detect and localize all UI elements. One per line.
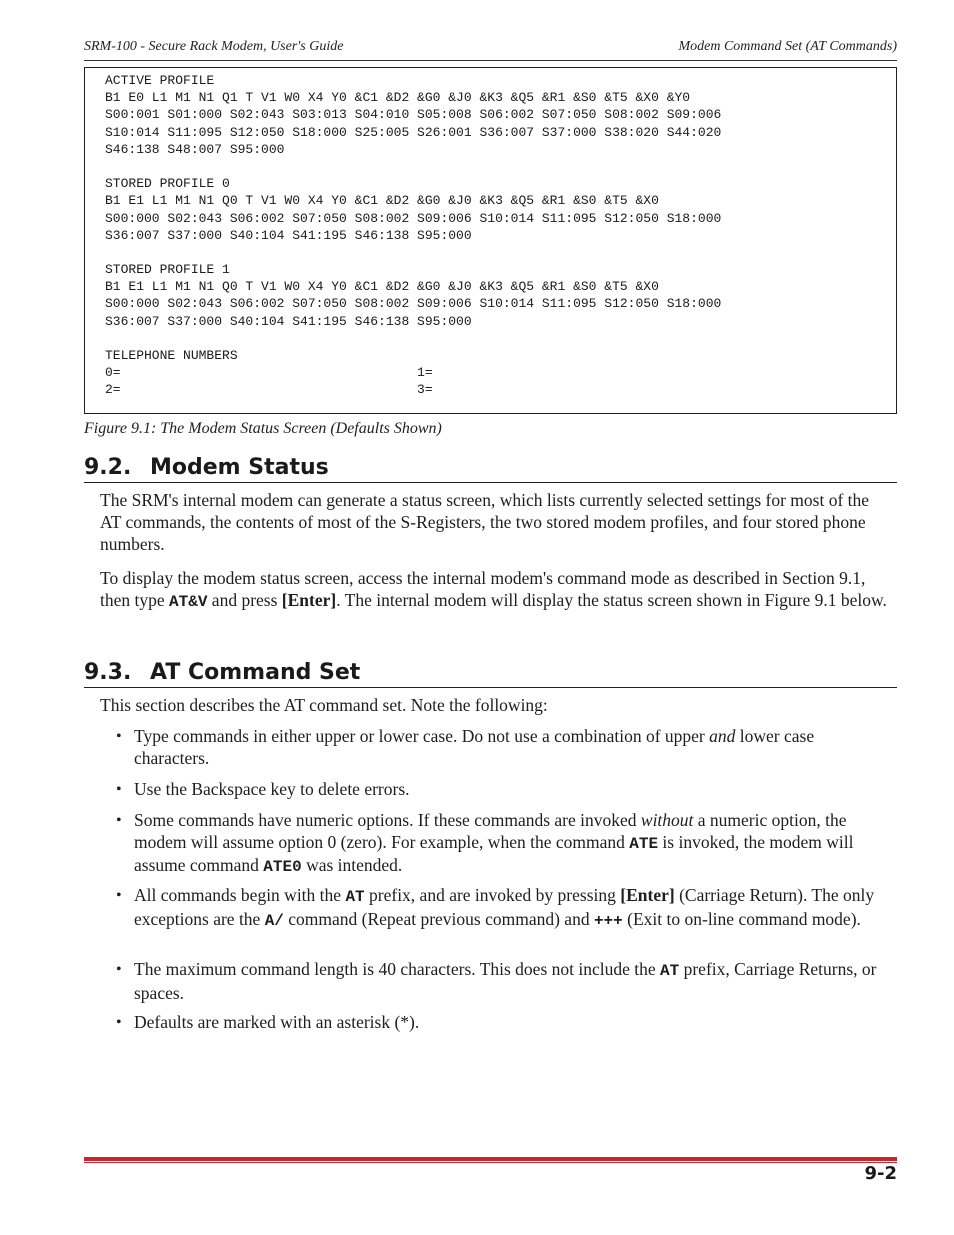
status-line: B1 E1 L1 M1 N1 Q0 T V1 W0 X4 Y0 &C1 &D2 &G0 &J0 &K3 &Q5 &R1 &S0 &T5 &X0 [105, 193, 659, 209]
status-line: B1 E1 L1 M1 N1 Q0 T V1 W0 X4 Y0 &C1 &D2 &G0 &J0 &K3 &Q5 &R1 &S0 &T5 &X0 [105, 279, 659, 295]
text-run: Some commands have numeric options. If these commands are invoked [134, 810, 641, 830]
status-line: S36:007 S37:000 S40:104 S41:195 S46:138 S95:000 [105, 313, 472, 329]
status-line: S00:001 S01:000 S02:043 S03:013 S04:010 S05:008 S06:002 S07:050 S08:002 S09:006 [105, 107, 722, 123]
bullet-item [116, 959, 892, 1004]
status-line [105, 244, 721, 261]
status-line: S36:007 S37:000 S40:104 S41:195 S46:138 S95:000 [105, 227, 472, 243]
inline-code: AT [345, 888, 365, 906]
status-line: B1 E0 L1 M1 N1 Q1 T V1 W0 X4 Y0 &C1 &D2 &G0 &J0 &K3 &Q5 &R1 &S0 &T5 &X0 &Y0 [105, 90, 691, 106]
bullet-icon: • [116, 728, 122, 745]
inline-code: AT&V [169, 593, 208, 611]
status-line: STORED PROFILE 0 [105, 176, 230, 192]
bullet-text [134, 810, 892, 879]
bullet-text: Defaults are marked with an asterisk (*). [134, 1012, 420, 1032]
bullet-item [116, 1012, 892, 1034]
status-line: STORED PROFILE 1 [105, 262, 230, 278]
figure-caption: Figure 9.1: The Modem Status Screen (Defaults Shown) [84, 420, 442, 437]
text-run: To display the modem status screen, access the internal modem's command mode as described in Section 9.1, then type [100, 568, 866, 610]
inline-code: A/ [264, 911, 284, 930]
bullet-item [116, 726, 892, 769]
status-line: S00:000 S02:043 S06:002 S07:050 S08:002 S09:006 S10:014 S11:095 S12:050 S18:000 [105, 210, 722, 226]
modem-status-screen [84, 67, 897, 414]
section-title: Modem Status [150, 455, 329, 480]
bullet-text [134, 726, 892, 769]
key-label: [Enter] [281, 590, 337, 610]
text-run: (Exit to on-line command mode). [622, 908, 861, 929]
status-line: 0= 1= [105, 365, 433, 381]
status-line: TELEPHONE NUMBERS [105, 348, 238, 363]
bullet-item [116, 810, 892, 879]
header-rule [84, 60, 897, 61]
emphasis: without [640, 810, 694, 830]
footer-rule [84, 1157, 897, 1161]
bullet-icon: • [116, 781, 122, 798]
bullet-text: Use the Backspace key to delete errors. [134, 779, 410, 799]
key-label: [Enter] [620, 885, 675, 905]
bullet-icon: • [116, 961, 122, 978]
text-run: (Carriage Return). The only exceptions are the [134, 885, 875, 929]
status-line [105, 330, 721, 347]
text-run: a numeric option, the modem will assume option 0 (zero). For example, when the command [134, 810, 847, 852]
bullet-item [116, 885, 892, 932]
inline-code: AT [660, 962, 680, 980]
bullet-icon: • [116, 812, 122, 829]
text-run: is invoked, the modem will assume command [134, 831, 854, 875]
running-header-right: Modem Command Set (AT Commands) [678, 39, 897, 54]
bullet-icon: • [116, 1014, 122, 1031]
text-run: and press [207, 590, 282, 610]
inline-code: ATE0 [263, 858, 302, 876]
section-number: 9.2. [84, 455, 132, 480]
text-run: The maximum command length is 40 characters. This does not include the [134, 959, 661, 979]
inline-code: +++ [593, 911, 623, 930]
text-run: Type commands in either upper or lower case. Do not use a combination of upper [134, 726, 710, 746]
status-line [105, 158, 721, 175]
section-heading-9-3 [84, 659, 897, 688]
section-title: AT Command Set [150, 660, 361, 685]
text-run: . The internal modem will display the status screen shown in Figure 9.1 below. [336, 590, 887, 610]
status-line: S00:000 S02:043 S06:002 S07:050 S08:002 S09:006 S10:014 S11:095 S12:050 S18:000 [105, 296, 722, 312]
status-line: S10:014 S11:095 S12:050 S18:000 S25:005 S26:001 S36:007 S37:000 S38:020 S44:020 [105, 124, 722, 140]
emphasis: and [709, 726, 736, 746]
bullet-item [116, 779, 892, 801]
status-line: S46:138 S48:007 S95:000 [105, 141, 285, 157]
page-number: 9-2 [864, 1163, 897, 1184]
bullet-text [134, 885, 892, 932]
running-header-left: SRM-100 - Secure Rack Modem, User's Guide [84, 39, 344, 54]
status-line: 2= 3= [105, 382, 433, 398]
section-number: 9.3. [84, 660, 132, 685]
bullet-icon: • [116, 887, 122, 904]
inline-code: ATE [629, 834, 659, 853]
text-run: lower case characters. [134, 726, 815, 768]
paragraph [100, 567, 892, 613]
status-line: ACTIVE PROFILE [105, 73, 215, 88]
paragraph: This section describes the AT command set. Note the following: [100, 695, 548, 715]
bullet-text [134, 959, 892, 1004]
section-heading-9-2 [84, 454, 897, 483]
text-run: prefix, and are invoked by pressing [364, 885, 621, 905]
text-run: command (Repeat previous command) and [283, 908, 594, 929]
text-run: All commands begin with the [134, 885, 346, 905]
footer-rule-thin [84, 1162, 897, 1163]
status-lines [105, 72, 721, 399]
text-run: prefix, Carriage Returns, or spaces. [134, 959, 877, 1003]
paragraph: The SRM's internal modem can generate a status screen, which lists currently selected settings for most of the AT commands, the contents of most of the S-Registers, the two stored modem profiles, and four stored phone numbers. [100, 490, 870, 554]
text-run: was intended. [301, 855, 403, 875]
